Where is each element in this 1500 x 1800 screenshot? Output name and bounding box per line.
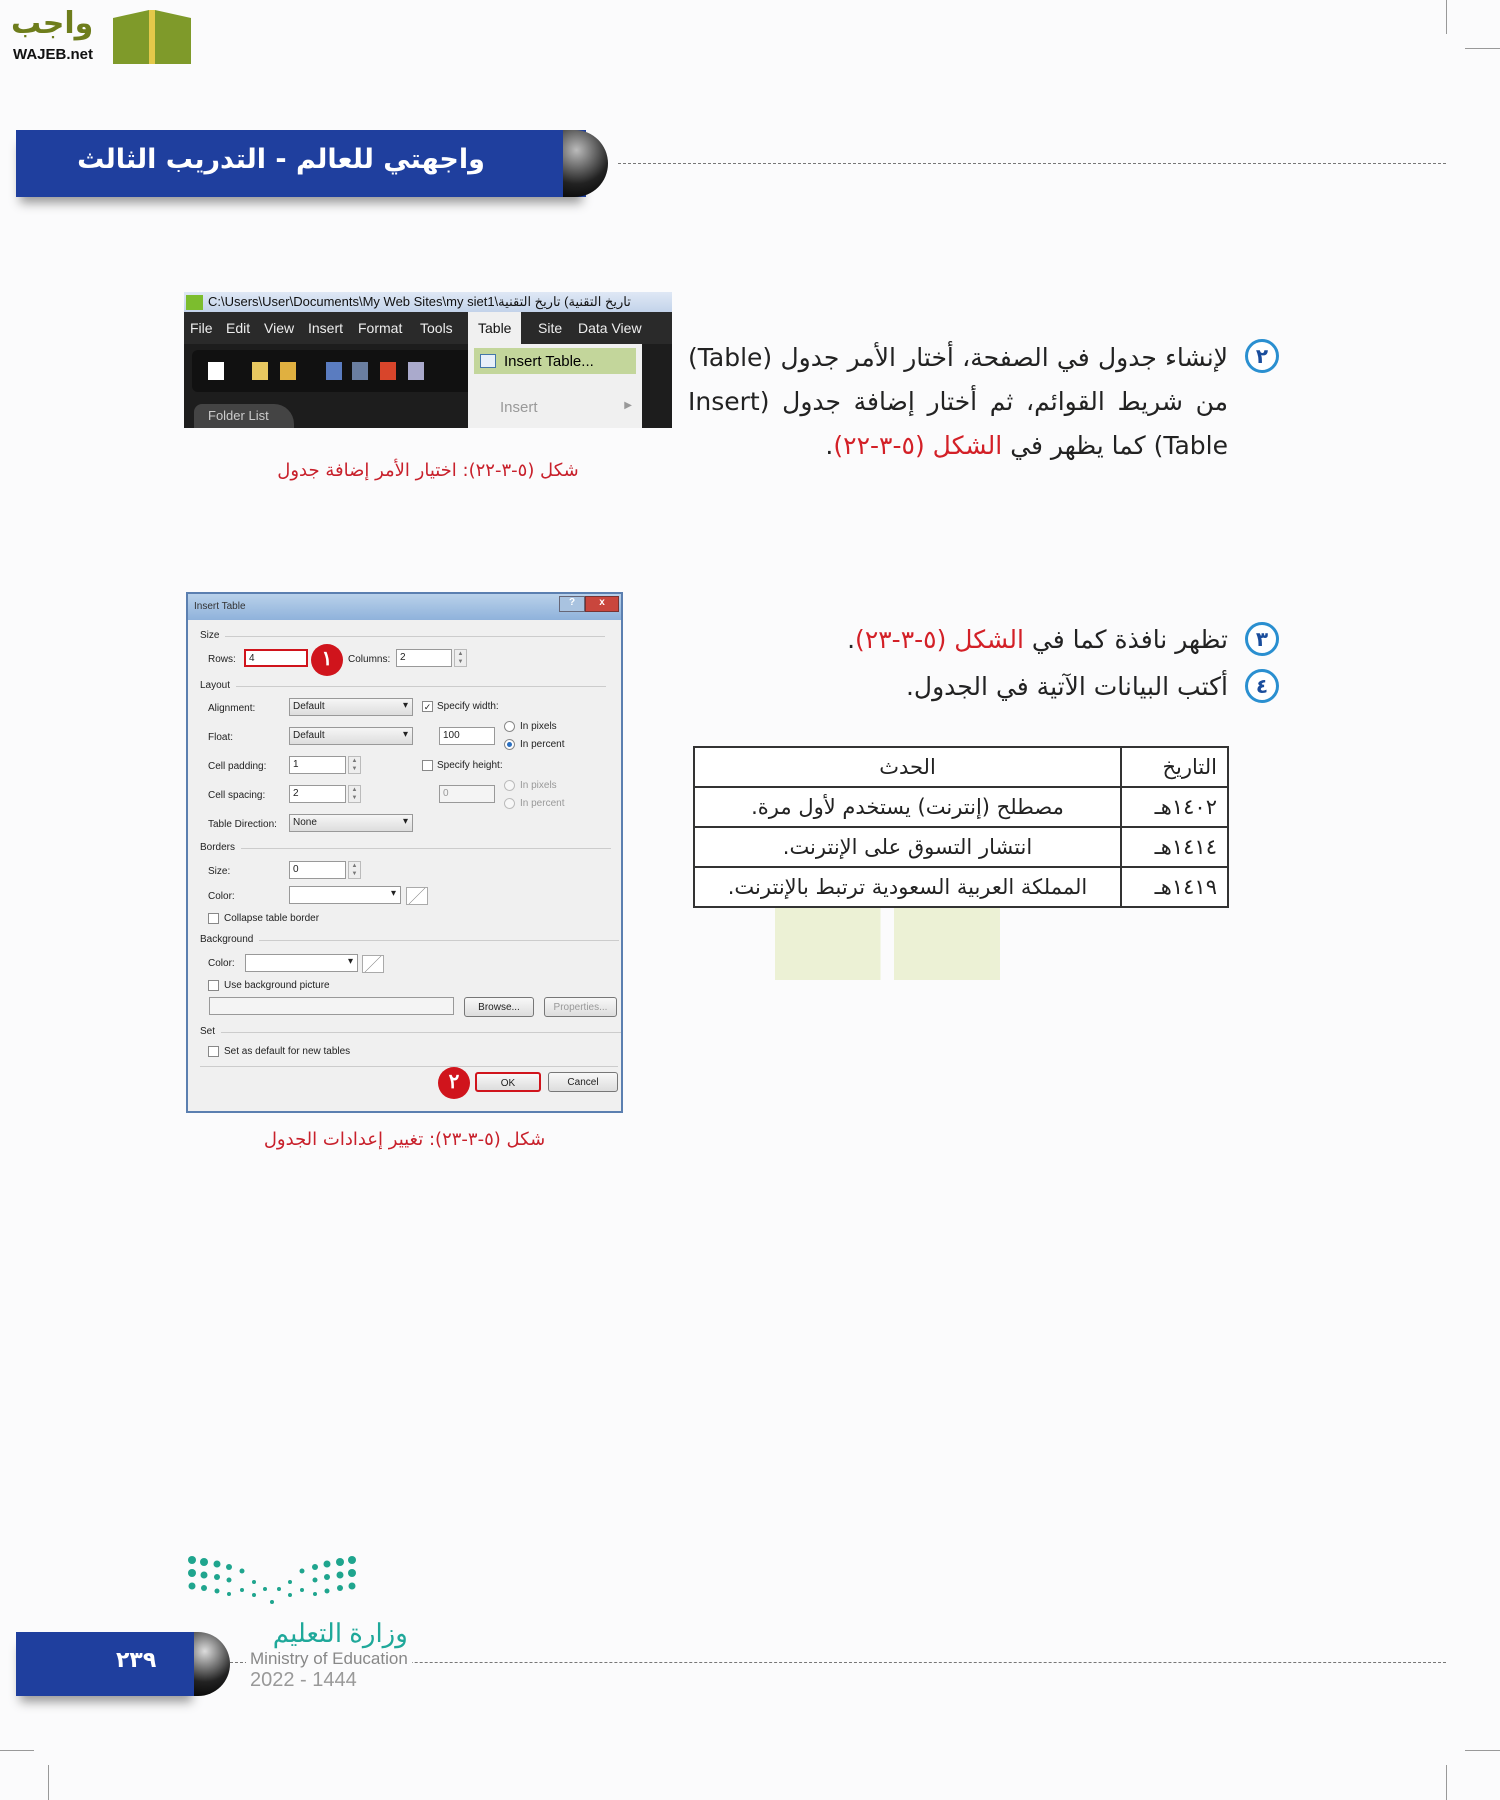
step-4-text: أكتب البيانات الآتية في الجدول. — [905, 672, 1228, 701]
sharepoint-icon[interactable] — [380, 362, 396, 380]
help-button[interactable]: ? — [559, 596, 585, 612]
specify-height-label: Specify height: — [437, 760, 503, 771]
ministry-logo: وزارة التعليم Ministry of Education 2022 - 1444 — [246, 1618, 412, 1692]
border-size-label: Size: — [208, 866, 231, 877]
table-icon — [480, 354, 496, 368]
set-section-label: Set — [200, 1026, 216, 1037]
specify-width-checkbox[interactable]: ✓ — [423, 702, 432, 712]
alignment-select[interactable]: Default ▾ — [289, 698, 413, 716]
section-banner — [16, 130, 586, 197]
insert-table-dialog — [186, 592, 623, 1113]
menu-tools[interactable]: Tools — [420, 320, 453, 336]
border-color-swatch[interactable] — [406, 887, 428, 905]
date-cell: ١٤١٩هـ — [1121, 867, 1228, 907]
submenu-arrow-icon: ▶ — [624, 400, 632, 411]
close-button[interactable]: x — [585, 596, 619, 612]
width-in-percent-label: In percent — [520, 739, 565, 750]
dialog-title: Insert Table — [188, 594, 621, 620]
width-in-pixels-radio[interactable] — [504, 721, 515, 732]
menu-bar — [184, 312, 672, 344]
marker-1: ١ — [311, 644, 343, 676]
table-row — [694, 827, 1228, 867]
rows-input[interactable]: 4 — [244, 649, 308, 667]
menu-insert[interactable]: Insert — [308, 320, 344, 336]
collapse-border-label: Collapse table border — [224, 913, 320, 924]
set-default-checkbox[interactable] — [208, 1046, 219, 1057]
step-3-number: ٣ — [1245, 622, 1279, 656]
menu-table[interactable]: Table — [468, 312, 521, 344]
use-bg-picture-label: Use background picture — [224, 980, 330, 991]
cell-spacing-label: Cell spacing: — [208, 790, 266, 801]
dialog-separator — [200, 1066, 618, 1067]
use-bg-picture-checkbox[interactable] — [208, 980, 219, 991]
bg-color-select[interactable] — [245, 954, 358, 972]
page-number: ٢٣٩ — [116, 1648, 157, 1673]
width-in-percent-radio[interactable] — [504, 739, 515, 750]
window-title-bar: C:\Users\User\Documents\My Web Sites\my siet1\تاريخ التقنية) تاريخ التقنية — [184, 292, 672, 312]
browse-button[interactable]: Browse... — [464, 997, 534, 1017]
borders-section-label: Borders — [200, 842, 236, 853]
cell-spacing-spinner[interactable]: ▲ ▼ — [348, 785, 361, 803]
insert-submenu-item[interactable]: Insert — [500, 399, 538, 416]
crop-mark — [1446, 0, 1447, 34]
bg-color-label: Color: — [208, 958, 235, 969]
specify-width-label: Specify width: — [437, 701, 499, 712]
events-table — [693, 746, 1229, 908]
cell-padding-input[interactable]: 1 — [289, 756, 346, 774]
width-input[interactable]: 100 — [439, 727, 495, 745]
wajeb-logo[interactable]: واجب WAJEB.net — [9, 6, 189, 66]
height-in-percent-radio[interactable] — [504, 798, 515, 809]
columns-spinner[interactable]: ▲ ▼ — [454, 649, 467, 667]
table-direction-label: Table Direction: — [208, 819, 277, 830]
border-size-spinner[interactable]: ▲ ▼ — [348, 861, 361, 879]
preview-icon[interactable] — [408, 362, 424, 380]
set-default-label: Set as default for new tables — [224, 1046, 351, 1057]
border-color-label: Color: — [208, 891, 235, 902]
background-section-label: Background — [200, 934, 254, 945]
date-cell: ١٤٠٢هـ — [1121, 787, 1228, 827]
menu-site[interactable]: Site — [538, 320, 563, 336]
collapse-border-checkbox[interactable] — [208, 913, 219, 924]
menu-file[interactable]: File — [190, 320, 213, 336]
height-input[interactable]: 0 — [439, 785, 495, 803]
figure-22-screenshot — [184, 292, 672, 428]
event-cell: مصطلح (إنترنت) يستخدم لأول مرة. — [694, 787, 1121, 827]
cancel-button[interactable]: Cancel — [548, 1072, 618, 1092]
menu-view[interactable]: View — [264, 320, 295, 336]
divider — [618, 163, 1446, 164]
bg-color-swatch[interactable] — [362, 955, 384, 973]
step-3-text: تظهر نافذة كما في الشكل (٥-٣-٢٣). — [847, 625, 1228, 654]
crop-mark — [0, 1750, 34, 1751]
banner-cap — [563, 130, 608, 197]
cell-padding-spinner[interactable]: ▲ ▼ — [348, 756, 361, 774]
footer-divider — [230, 1662, 1446, 1663]
menu-edit[interactable]: Edit — [226, 320, 251, 336]
columns-input[interactable]: 2 — [396, 649, 452, 667]
new-page-icon[interactable] — [208, 362, 224, 380]
save-icon[interactable] — [326, 362, 342, 380]
event-cell: انتشار التسوق على الإنترنت. — [694, 827, 1121, 867]
page-number-tab — [16, 1632, 196, 1696]
ministry-logo-dots-icon — [188, 1556, 356, 1608]
crop-mark — [1465, 1750, 1500, 1751]
menu-format[interactable]: Format — [358, 320, 403, 336]
float-select[interactable]: Default ▾ — [289, 727, 413, 745]
rows-label: Rows: — [208, 654, 236, 665]
height-in-pixels-radio[interactable] — [504, 780, 515, 791]
height-in-percent-label: In percent — [520, 798, 565, 809]
width-in-pixels-label: In pixels — [520, 721, 557, 732]
folder-list-tab[interactable]: Folder List — [194, 404, 294, 428]
crop-mark — [1446, 1765, 1447, 1800]
alignment-label: Alignment: — [208, 703, 256, 714]
height-in-pixels-label: In pixels — [520, 780, 557, 791]
bg-picture-path-input[interactable] — [209, 997, 454, 1015]
app-icon — [186, 295, 203, 310]
save-all-icon[interactable] — [352, 362, 368, 380]
event-header: الحدث — [694, 747, 1121, 787]
table-row — [694, 867, 1228, 907]
event-cell: المملكة العربية السعودية ترتبط بالإنترنت. — [694, 867, 1121, 907]
cell-spacing-input[interactable]: 2 — [289, 785, 346, 803]
marker-2: ٢ — [438, 1067, 470, 1099]
crop-mark — [1465, 48, 1500, 49]
size-section-label: Size — [200, 630, 220, 641]
float-label: Float: — [208, 732, 234, 743]
layout-section-label: Layout — [200, 680, 231, 691]
figure-23-caption: شكل (٥-٣-٢٣): تغيير إعدادات الجدول — [263, 1129, 546, 1150]
step-4-number: ٤ — [1245, 669, 1279, 703]
table-row — [694, 787, 1228, 827]
new-icon[interactable] — [252, 362, 268, 380]
crop-mark — [48, 1765, 49, 1800]
step-2-number: ٢ — [1245, 339, 1279, 373]
columns-label: Columns: — [348, 654, 391, 665]
cell-padding-label: Cell padding: — [208, 761, 267, 772]
ok-button[interactable]: OK — [475, 1072, 541, 1092]
page-tab-cap — [194, 1632, 230, 1696]
step-2-text: لإنشاء جدول في الصفحة، أختار الأمر جدول (Table) من شريط القوائم، ثم أختار إضافة جدول (Insert Table) كما يظهر في الشكل (٥-٣-٢٢). — [688, 343, 1228, 460]
table-direction-select[interactable]: None ▾ — [289, 814, 413, 832]
book-icon — [109, 8, 195, 66]
table-menu-dropdown — [468, 344, 642, 428]
menu-data-view[interactable]: Data View — [578, 320, 642, 336]
open-folder-icon[interactable] — [280, 362, 296, 380]
figure-22-caption: شكل (٥-٣-٢٢): اختيار الأمر إضافة جدول — [277, 460, 579, 481]
border-color-select[interactable] — [289, 886, 401, 904]
properties-button[interactable]: Properties... — [544, 997, 617, 1017]
specify-height-checkbox[interactable] — [422, 760, 433, 771]
date-header: التاريخ — [1121, 747, 1228, 787]
insert-table-menu-item[interactable]: Insert Table... — [474, 348, 636, 374]
section-title: واجهتي للعالم - التدريب الثالث — [77, 144, 485, 175]
date-cell: ١٤١٤هـ — [1121, 827, 1228, 867]
border-size-input[interactable]: 0 — [289, 861, 346, 879]
table-header-row — [694, 747, 1228, 787]
